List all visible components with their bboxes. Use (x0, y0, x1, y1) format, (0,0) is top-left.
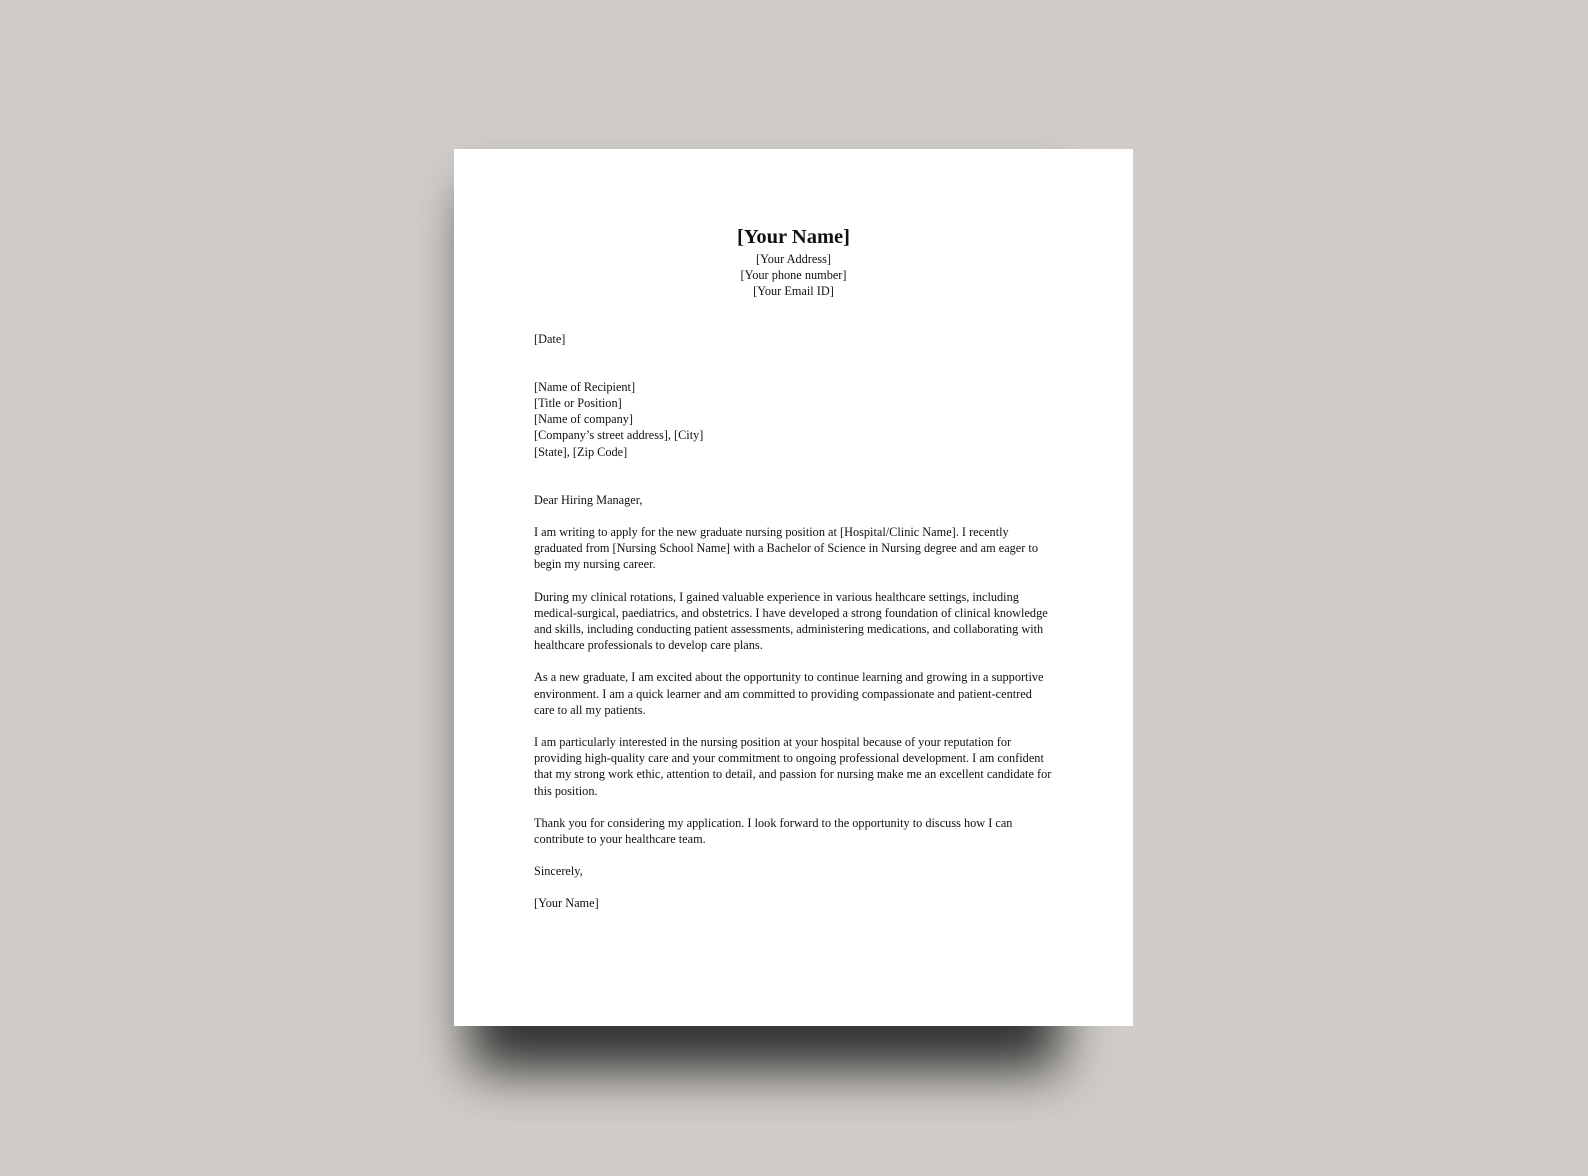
recipient-company: [Name of company] (534, 412, 634, 427)
letter-header (534, 225, 1053, 300)
recipient-title: [Title or Position] (534, 396, 622, 411)
letter-page (454, 149, 1133, 1026)
salutation: Dear Hiring Manager, (534, 492, 643, 507)
body-paragraph-3: As a new graduate, I am excited about the opportunity to continue learning and growing in a supportive environment. I am a quick learner and am committed to providing compassionate and patient-centred care to all my patients. (534, 670, 1044, 717)
signature-name: [Your Name] (534, 896, 599, 911)
body-paragraph-1: I am writing to apply for the new graduate nursing position at [Hospital/Clinic Name]. I recently graduated from [Nursing School Name] with a Bachelor of Science in Nursing degree and am eager to begin my nursing career. (534, 525, 1038, 572)
recipient-street: [Company’s street address], [City] (534, 428, 704, 443)
body-paragraph-5: Thank you for considering my application. I look forward to the opportunity to discuss how I can contribute to your healthcare team. (534, 815, 1013, 847)
recipient-state-zip: [State], [Zip Code] (534, 444, 628, 459)
recipient-block (534, 379, 1053, 460)
closing: Sincerely, (534, 864, 583, 879)
recipient-name: [Name of Recipient] (534, 379, 636, 394)
letter-date: [Date] (534, 331, 566, 346)
sender-address: [Your Address] (756, 252, 831, 266)
body-paragraph-2: During my clinical rotations, I gained valuable experience in various healthcare settings, including medical-surgical, paediatrics, and obstetrics. I have developed a strong foundation of clinical knowledge and skills, including conducting patient assessments, administering medications, and collaborating with healthcare professionals to develop care plans. (534, 589, 1048, 653)
sender-name: [Your Name] (737, 226, 850, 248)
sender-email: [Your Email ID] (753, 284, 834, 299)
body-paragraph-4: I am particularly interested in the nursing position at your hospital because of your reputation for providing high-quality care and your commitment to ongoing professional development. I am confident that my strong work ethic, attention to detail, and passion for nursing make me an excellent candidate for this position. (534, 735, 1052, 798)
sender-phone: [Your phone number] (740, 268, 847, 283)
